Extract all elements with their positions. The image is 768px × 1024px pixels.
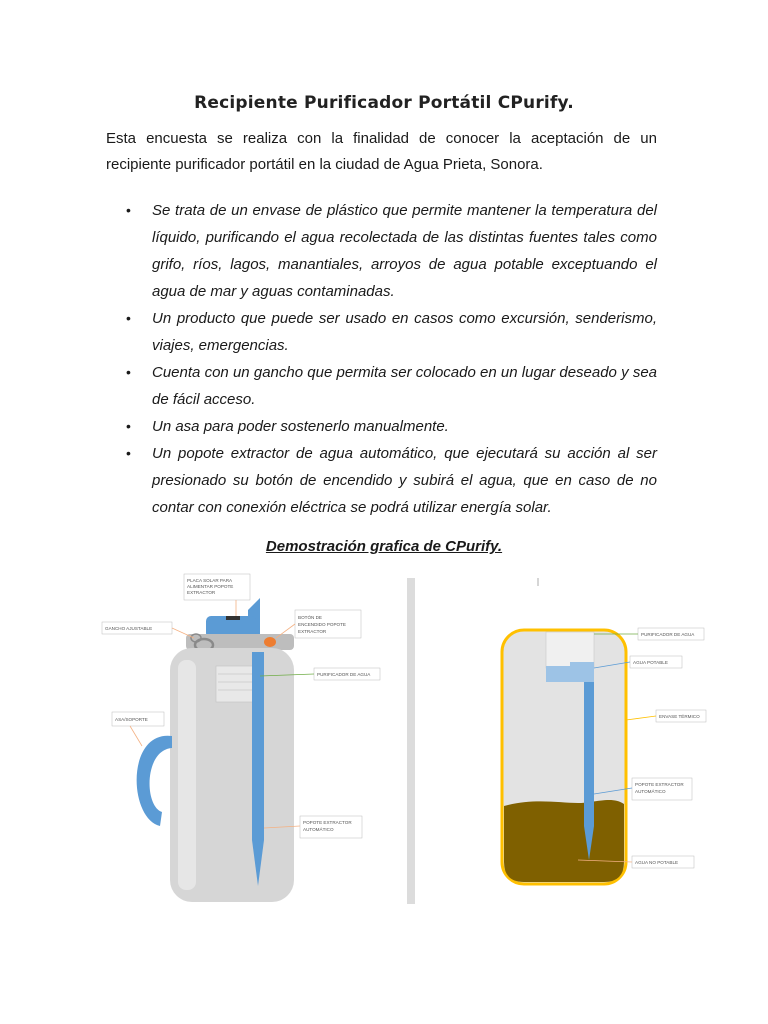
list-item-text: Se trata de un envase de plástico que permite mantener la temperatura del líquido, purificando el agua recolectada de las distintas fuentes tales como grifo, ríos, lagos, manantiales, arroyos de agua potable exceptuando el agua de mar y aguas contaminadas. bbox=[152, 202, 657, 300]
bullet-icon: • bbox=[126, 310, 131, 326]
label-hook: GANCHO AJUSTABLE bbox=[105, 626, 153, 631]
intro-line-2: recipiente purificador portátil en la ciudad de Agua Prieta, Sonora. bbox=[106, 156, 543, 173]
svg-text:ENCENDIDO POPOTE: ENCENDIDO POPOTE bbox=[298, 622, 346, 627]
list-item-text: Un asa para poder sostenerlo manualmente. bbox=[152, 418, 449, 435]
right-bottle-diagram bbox=[502, 628, 706, 884]
list-item bbox=[106, 305, 657, 359]
bullet-icon: • bbox=[126, 418, 131, 434]
label-purifier: PURIFICADOR DE AGUA bbox=[317, 672, 371, 677]
left-bottle-diagram bbox=[102, 574, 380, 902]
list-item bbox=[106, 197, 657, 305]
power-button bbox=[264, 637, 276, 647]
non-potable-water bbox=[504, 800, 624, 882]
list-item-text: Un producto que puede ser usado en casos como excursión, senderismo, viajes, emergencias. bbox=[152, 310, 657, 354]
right-straw bbox=[584, 682, 594, 860]
straw-extractor bbox=[252, 652, 264, 886]
bullet-icon: • bbox=[126, 202, 131, 218]
list-item-text: Un popote extractor de agua automático, que ejecutará su acción al ser presionado su botón de encendido y subirá el agua, que en caso de no contar con conexión eléctrica se podrá utilizar energía solar. bbox=[152, 445, 657, 516]
intro-line-1: Esta encuesta se realiza con la finalidad de conocer la aceptación de un bbox=[106, 130, 657, 147]
bullet-icon: • bbox=[126, 445, 131, 461]
label-potable: AGUA POTABLE bbox=[633, 660, 668, 665]
feature-list bbox=[106, 197, 657, 521]
list-item bbox=[106, 440, 657, 521]
figure-caption: Demostración grafica de CPurify. bbox=[265, 538, 503, 555]
label-right-straw: POPOTE EXTRACTOR bbox=[635, 782, 684, 787]
potable-water bbox=[546, 666, 594, 682]
svg-text:AUTOMÁTICO: AUTOMÁTICO bbox=[635, 789, 666, 794]
label-solar-panel: PLACA SOLAR PARA bbox=[187, 578, 233, 583]
diagram-divider bbox=[407, 578, 415, 904]
list-item bbox=[106, 413, 657, 440]
svg-text:ALIMENTAR POPOTE: ALIMENTAR POPOTE bbox=[187, 584, 234, 589]
label-straw: POPOTE EXTRACTOR bbox=[303, 820, 352, 825]
label-thermo: ENVASE TÉRMICO bbox=[659, 714, 700, 719]
svg-text:AUTOMÁTICO: AUTOMÁTICO bbox=[303, 827, 334, 832]
intro-paragraph bbox=[106, 126, 657, 178]
list-item bbox=[106, 359, 657, 413]
page-title: Recipiente Purificador Portátil CPurify. bbox=[194, 93, 574, 113]
svg-text:EXTRACTOR: EXTRACTOR bbox=[187, 590, 216, 595]
svg-text:EXTRACTOR: EXTRACTOR bbox=[298, 629, 327, 634]
label-power-button: BOTÓN DE bbox=[298, 615, 322, 620]
list-item-text: Cuenta con un gancho que permita ser colocado en un lugar deseado y sea de fácil acceso. bbox=[152, 364, 657, 408]
label-non-potable: AGUA NO POTABLE bbox=[635, 860, 679, 865]
bottle-handle bbox=[137, 736, 172, 826]
bottle-highlight bbox=[178, 660, 196, 890]
cap-top-mark bbox=[226, 616, 240, 620]
bullet-icon: • bbox=[126, 364, 131, 380]
label-handle: ASA/SOPORTE bbox=[115, 717, 148, 722]
cpurify-diagram bbox=[100, 570, 710, 910]
label-right-purifier: PURIFICADOR DE AGUA bbox=[641, 632, 695, 637]
